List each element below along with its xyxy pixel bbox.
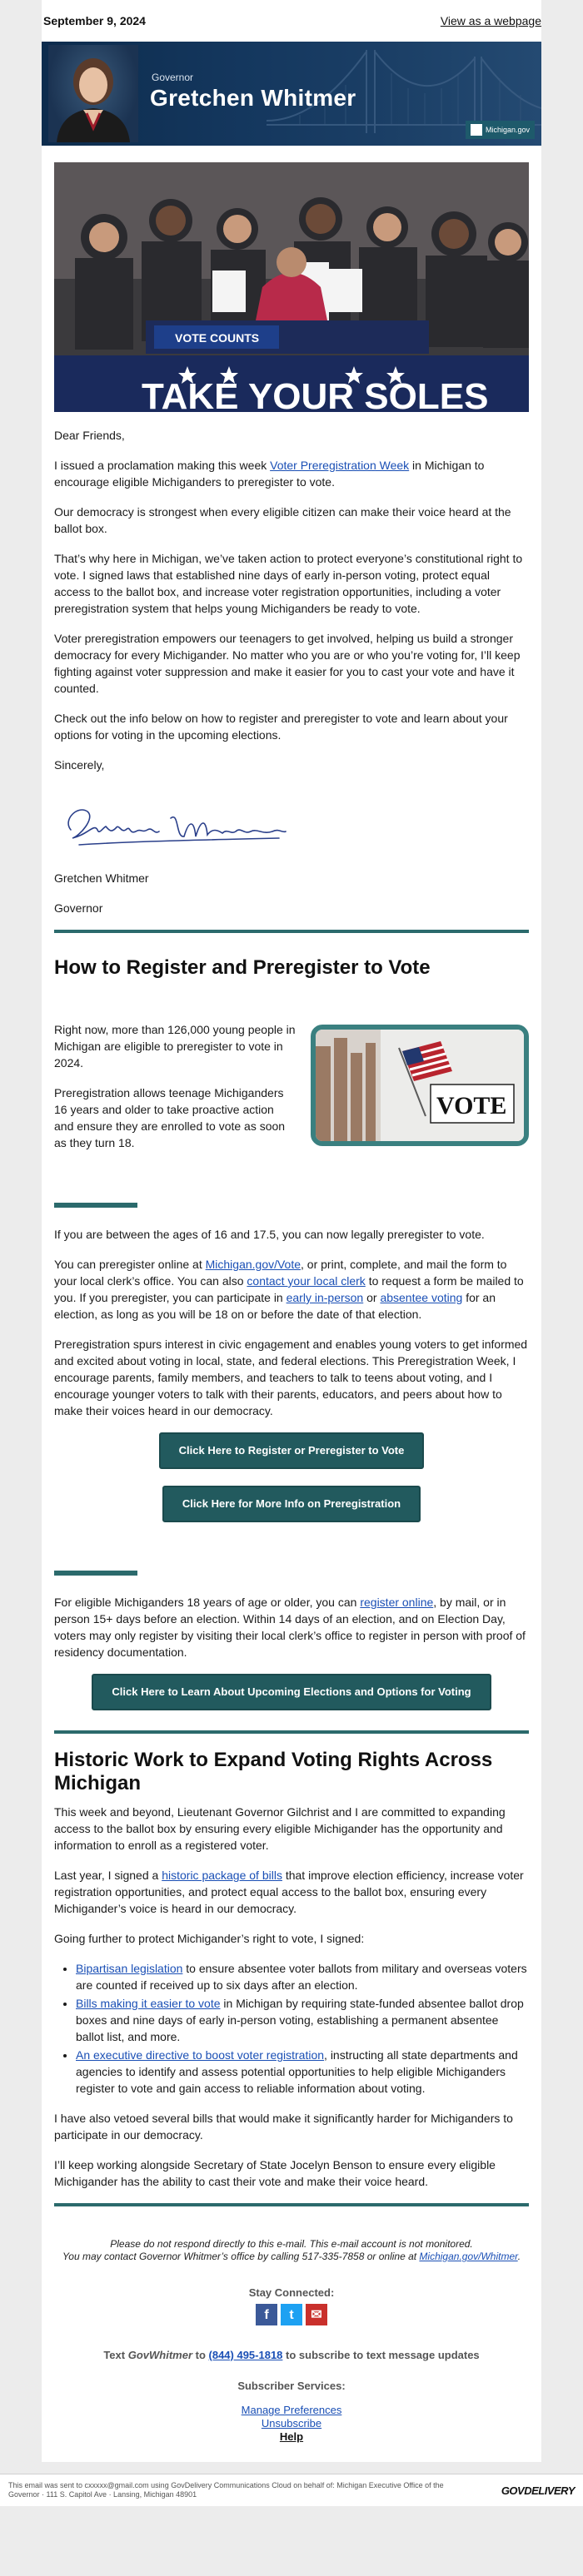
history-paragraph-3: Going further to protect Michigander’s right to vote, I signed:	[54, 1932, 365, 1945]
historic-package-of-bills-link[interactable]: historic package of bills	[162, 1869, 282, 1882]
history-section-title: Historic Work to Expand Voting Rights Across Michigan	[54, 1749, 493, 1794]
signature-block	[54, 787, 529, 916]
sms-number-link[interactable]: (844) 495-1818	[208, 2349, 283, 2361]
closing: Sincerely,	[54, 758, 105, 772]
vote-sign-text: VOTE	[436, 1092, 507, 1119]
register-button-row	[54, 1432, 529, 1469]
salutation: Dear Friends,	[54, 429, 125, 442]
sms-subscribe-text: Text GovWhitmer to (844) 495-1818 to subscribe to text message updates	[103, 2349, 480, 2361]
michigan-gov-logo: Michigan.gov	[466, 121, 535, 139]
spacer	[42, 1724, 541, 1730]
letter-body	[42, 427, 541, 916]
bipartisan-legislation-link[interactable]: Bipartisan legislation	[76, 1962, 183, 1975]
adult-registration-paragraph: For eligible Michiganders 18 years of age or older, you can register online, by mail, or in person 15+ days before an election. Within 14 days of an election, and on Election Day, voters may only register by visiting their local clerk’s office to register in person with proof of residency documentation.	[54, 1596, 526, 1659]
no-reply-note: Please do not respond directly to this e-mail. This e-mail account is not monitored.	[110, 2238, 473, 2250]
govdelivery-logo: GOVDELIVERY	[501, 2484, 575, 2497]
register-intro-image-column	[296, 1021, 529, 1146]
legal-footer	[0, 2474, 583, 2506]
michigan-mitten-icon	[471, 124, 482, 136]
subscriber-links	[54, 2404, 529, 2444]
register-section-title: How to Register and Preregister to Vote	[54, 956, 431, 979]
register-paragraph-1: If you are between the ages of 16 and 17.5, you can now legally preregister to vote.	[54, 1228, 485, 1241]
register-paragraph-3: Preregistration spurs interest in civic engagement and enables young voters to get informed and excited about voting in local, state, and federal elections. This Preregistration Week, I encourage parents, family members, and teachers to talk to teens about voting, and I encourage younger voters to talk with their parents, educators, and peers about how to make their voices heard in our democracy.	[54, 1338, 528, 1417]
register-intro-paragraph-1: Right now, more than 126,000 young people in Michigan are eligible to preregister to vote in 2024.	[54, 1023, 296, 1070]
manage-preferences-link[interactable]: Manage Preferences	[241, 2404, 342, 2416]
contact-note: You may contact Governor Whitmer’s office by calling 517-335-7858 or online at Michigan.gov/Whitmer.	[62, 2251, 521, 2262]
register-details	[42, 1208, 541, 1522]
register-intro	[42, 980, 541, 1164]
letter-paragraph-3: That’s why here in Michigan, we’ve taken action to protect everyone’s constitutional right to vote. I signed laws that established nine days of early in-person voting, protect equal access to the ballot box, and increase voter registration opportunities, including a voter preregistration system that helps young Michiganders be ready to vote.	[54, 552, 523, 615]
governor-banner	[42, 42, 541, 146]
hero-photo	[54, 162, 529, 412]
upcoming-elections-button[interactable]: Click Here to Learn About Upcoming Elections and Options for Voting	[92, 1674, 491, 1710]
letter-paragraph-4: Voter preregistration empowers our teenagers to get involved, helping us build a stronger democracy for every Michigander. No matter who you are or who you’re voting for, I’ll keep fighting against voter suppression and make it easier for you to cast your vote and have it counted.	[54, 632, 521, 695]
michigan-gov-vote-link[interactable]: Michigan.gov/Vote	[205, 1258, 301, 1271]
history-body	[42, 1795, 541, 2190]
letter-paragraph-2: Our democracy is strongest when every eligible citizen can make their voice heard at the ballot box.	[54, 505, 511, 535]
preregistration-info-button[interactable]: Click Here for More Info on Preregistration	[162, 1486, 421, 1522]
list-item: • Bipartisan legislation to ensure absentee voter ballots from military and overseas voters are counted if received up to six days after an election.	[76, 1960, 529, 1993]
spacer	[42, 1164, 541, 1203]
email-date: September 9, 2024	[43, 14, 146, 27]
list-item: • Bills making it easier to vote in Michigan by requiring state-funded absentee ballot drop boxes and nine days of early in-person voting, establishing a permanent absentee ballot list, and more.	[76, 1995, 529, 2045]
voter-preregistration-week-link[interactable]: Voter Preregistration Week	[270, 459, 410, 472]
list-item: • An executive directive to boost voter registration, instructing all state departments and agencies to identify and assess potential opportunities to help eligible Michiganders register to vote and gain access to reliable information about voting.	[76, 2047, 529, 2097]
elections-button-row	[54, 1674, 529, 1710]
facebook-icon[interactable]: f	[256, 2304, 277, 2325]
michigan-gov-whitmer-link[interactable]: Michigan.gov/Whitmer	[419, 2251, 518, 2262]
register-section-header	[42, 933, 541, 980]
adult-registration	[42, 1576, 541, 1710]
signed-laws-list	[54, 1960, 529, 2097]
view-as-webpage-link[interactable]: View as a webpage	[440, 14, 541, 27]
unsubscribe-link[interactable]: Unsubscribe	[261, 2417, 322, 2430]
history-paragraph-4: I have also vetoed several bills that would make it significantly harder for Michiganders to participate in our democracy.	[54, 2112, 513, 2142]
letter-paragraph-5: Check out the info below on how to register and preregister to vote and learn about your options for voting in the upcoming elections.	[54, 712, 508, 742]
register-intro-text	[54, 1021, 296, 1164]
preregistration-info-button-row	[54, 1486, 529, 1522]
executive-directive-link[interactable]: An executive directive to boost voter registration	[76, 2048, 325, 2062]
email-container	[42, 0, 541, 2462]
governor-portrait	[48, 45, 138, 142]
twitter-icon[interactable]: t	[281, 2304, 302, 2325]
social-icons	[54, 2304, 529, 2325]
contact-local-clerk-link[interactable]: contact your local clerk	[247, 1274, 366, 1288]
register-preregister-button[interactable]: Click Here to Register or Preregister to Vote	[159, 1432, 425, 1469]
top-bar	[42, 0, 541, 42]
spacer	[42, 1536, 541, 1571]
subscriber-services-label: Subscriber Services:	[237, 2380, 346, 2392]
take-your-soles-banner: TAKE YOUR SOLES	[142, 376, 489, 412]
signer-name: Gretchen Whitmer	[54, 871, 149, 885]
history-paragraph-1: This week and beyond, Lieutenant Governor Gilchrist and I are committed to expanding access to the ballot box by ensuring every eligible Michigander has the opportunity and information to enroll as a registered voter.	[54, 1805, 506, 1852]
history-paragraph-2: Last year, I signed a historic package of bills that improve election efficiency, increase voter registration opportunities, and protect equal access to the ballot box, ensuring every Michigander’s voice is heard in our democracy.	[54, 1869, 524, 1915]
history-paragraph-5: I’ll keep working alongside Secretary of State Jocelyn Benson to ensure every eligible Michigander has the ability to cast their vote and make their voice heard.	[54, 2158, 496, 2188]
absentee-voting-link[interactable]: absentee voting	[380, 1291, 463, 1304]
register-paragraph-2: You can preregister online at Michigan.gov/Vote, or print, complete, and mail the form to your local clerk’s office. You can also contact your local clerk to request a form be mailed to you. If you preregister, you can participate in early in-person or absentee voting for an election, as long as you will be 18 on or before the date of that election.	[54, 1258, 524, 1321]
legal-text: This email was sent to cxxxxx@gmail.com using GovDelivery Communications Cloud on behalf of: Michigan Executive Office of the Governor · 111 S. Capitol Ave · Lansing, Michigan 48901	[8, 2481, 444, 2499]
history-section-header	[42, 1734, 541, 1795]
early-in-person-link[interactable]: early in-person	[286, 1291, 364, 1304]
signer-title: Governor	[54, 901, 103, 915]
governor-label: Governor	[152, 72, 194, 83]
bills-easier-to-vote-link[interactable]: Bills making it easier to vote	[76, 1997, 221, 2010]
help-link[interactable]: Help	[279, 2430, 304, 2443]
email-footer	[42, 2206, 541, 2444]
handwritten-signature	[54, 787, 296, 861]
letter-paragraph-1: I issued a proclamation making this week Voter Preregistration Week in Michigan to encourage eligible Michiganders to preregister to vote.	[54, 459, 485, 489]
governor-name: Gretchen Whitmer	[150, 85, 356, 111]
vote-image	[311, 1025, 529, 1146]
stay-connected-label: Stay Connected:	[248, 2286, 335, 2299]
email-icon[interactable]: ✉	[306, 2304, 327, 2325]
register-intro-paragraph-2: Preregistration allows teenage Michiganders 16 years and older to take proactive action and ensure they are enrolled to vote as soon as they turn 18.	[54, 1086, 286, 1149]
vote-counts-sign: VOTE COUNTS	[175, 331, 260, 345]
register-online-link[interactable]: register online	[360, 1596, 434, 1609]
